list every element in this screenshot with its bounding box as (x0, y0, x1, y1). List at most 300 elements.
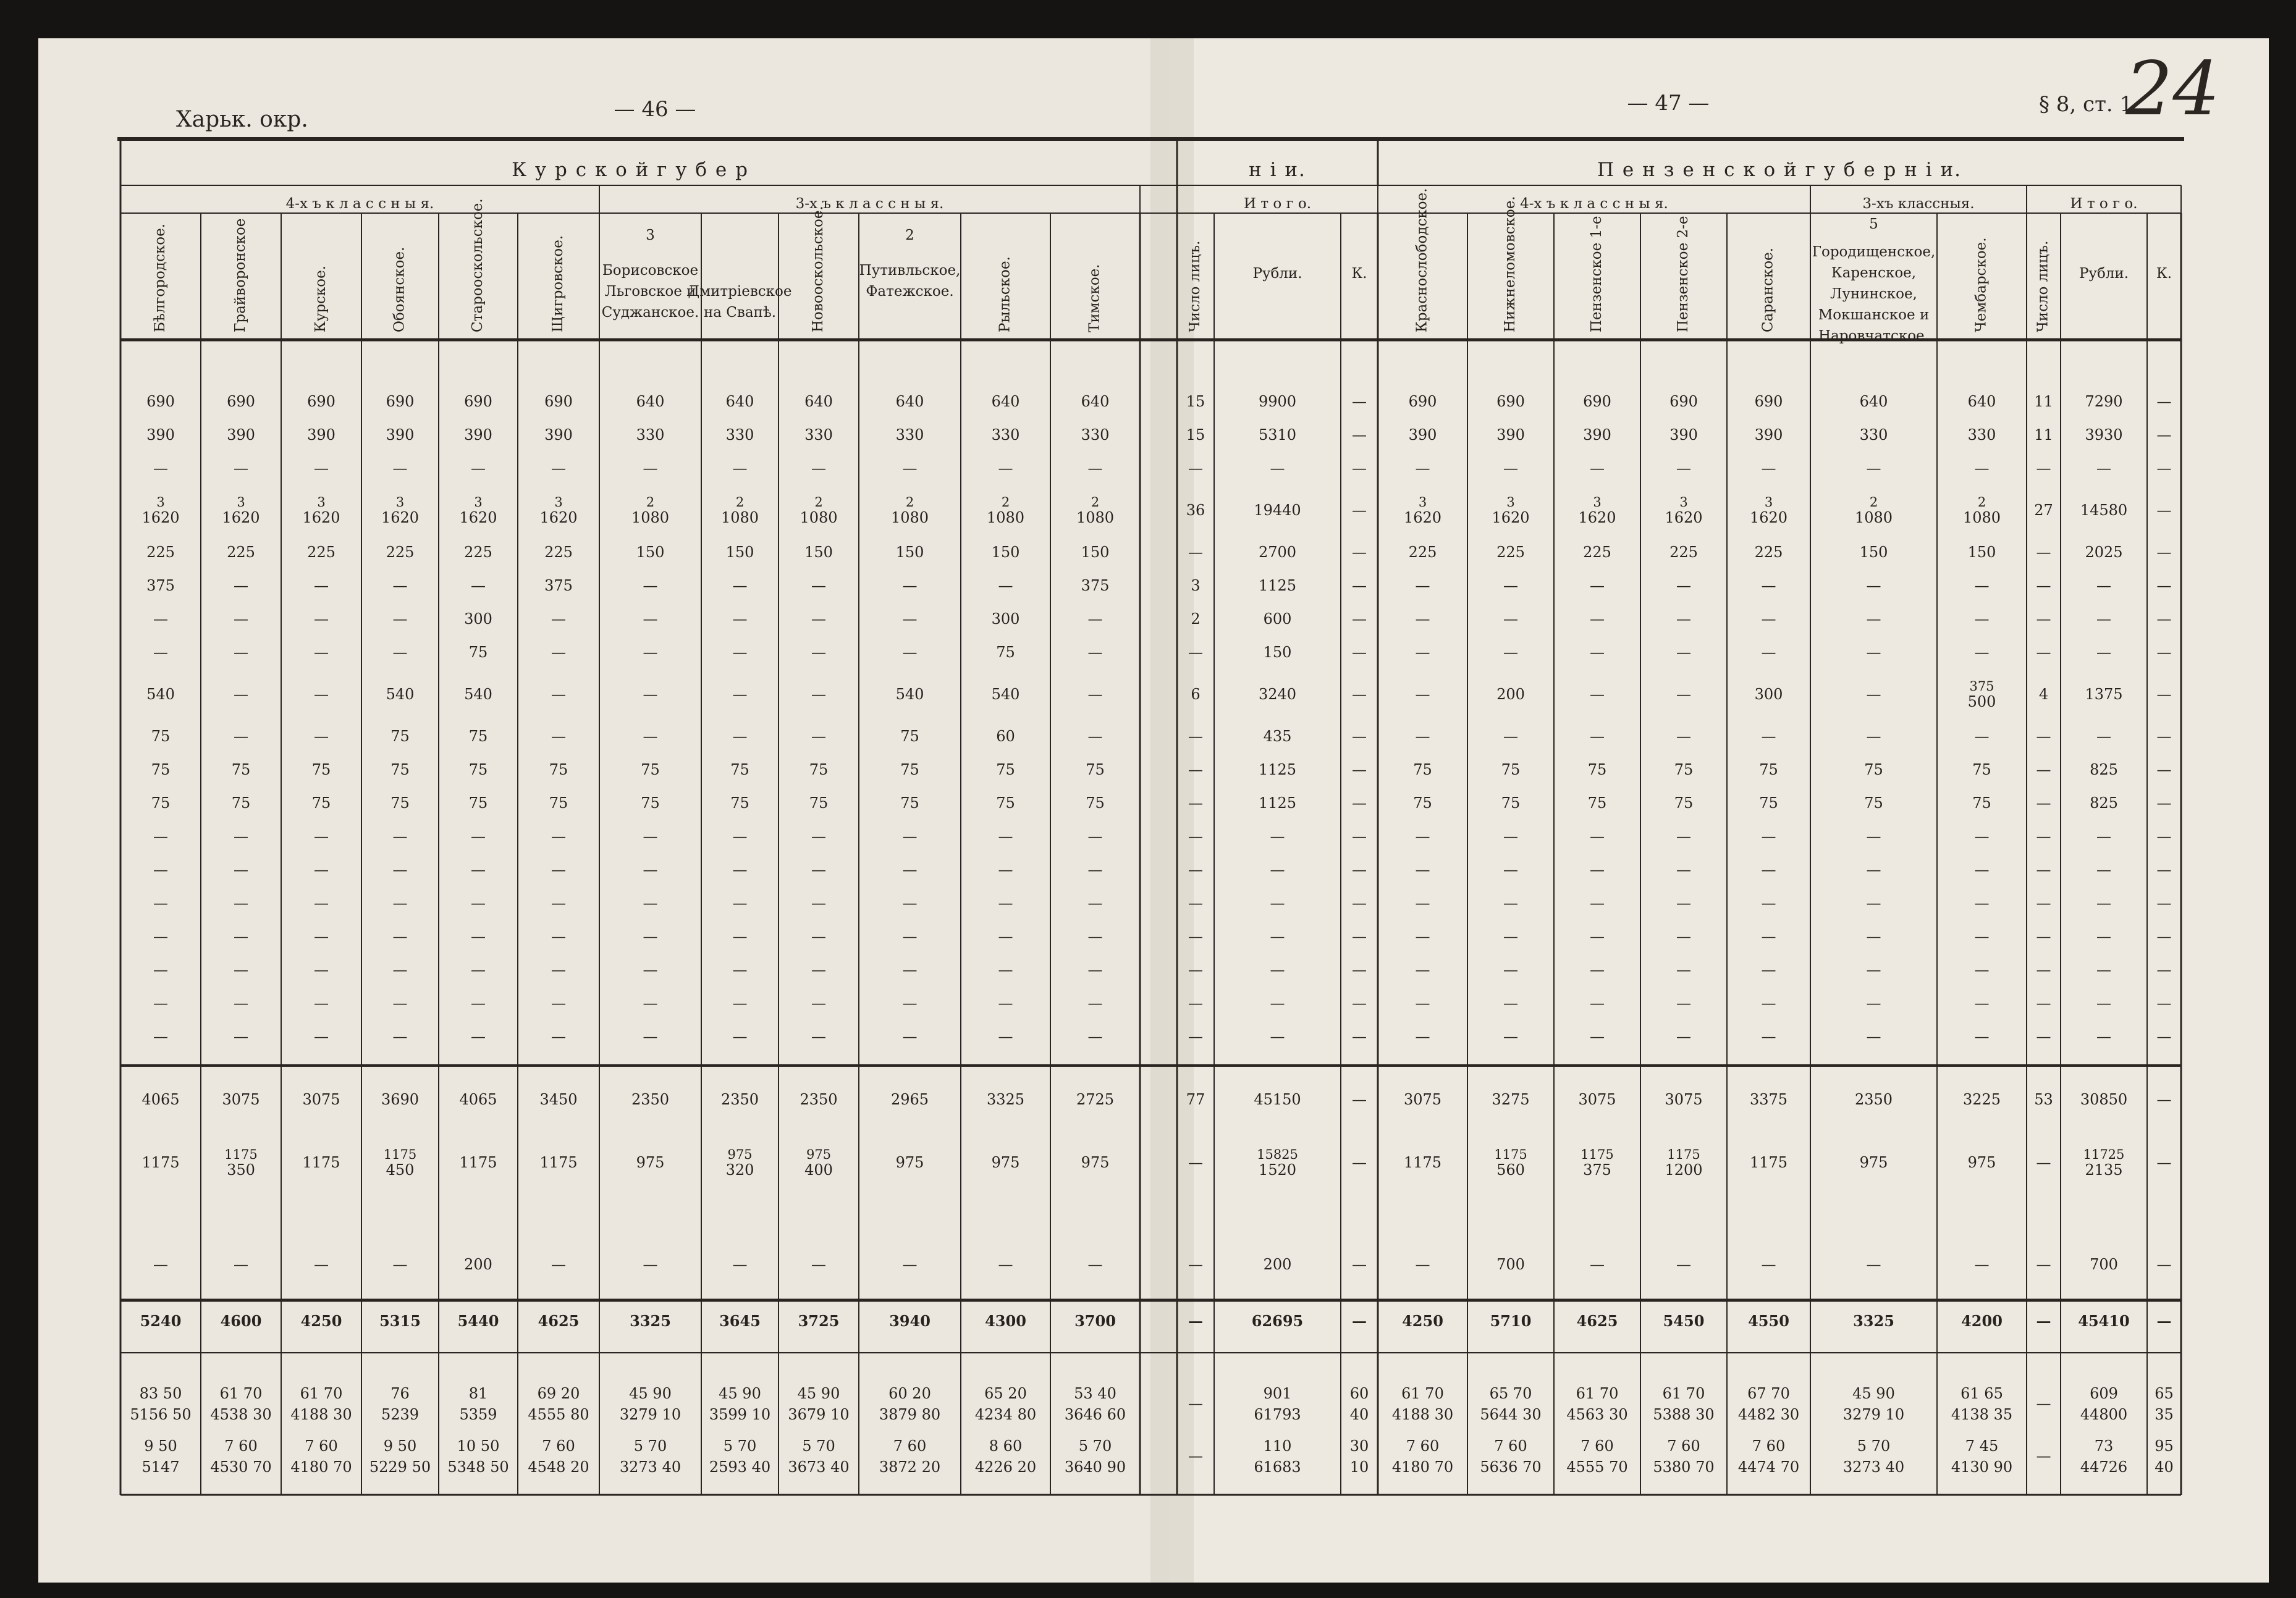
kursk-cell: 3673 40 (788, 1458, 850, 1476)
kursk-cell: — (902, 610, 918, 628)
kursk-cell: 9 50 (144, 1437, 177, 1455)
dash-cell: — (1974, 894, 1990, 912)
kursk-cell: 1080 (986, 509, 1025, 526)
dash-cell: — (2096, 1028, 2111, 1045)
penza-total-cell: 1375 (2085, 686, 2123, 703)
penza-cell: 330 (1859, 426, 1888, 444)
penza-column-header-label: Пензенское 1-е (1589, 216, 1605, 332)
penza-column-header-label: Пензенское 2-е (1675, 216, 1691, 332)
kursk-cell: 3700 (1074, 1312, 1116, 1330)
penza-total-cell: — (2156, 761, 2172, 778)
penza-total-cell: 35 (2155, 1406, 2174, 1423)
kursk-total-cell: 435 (1263, 728, 1292, 745)
kursk-cell: 690 (146, 393, 175, 410)
kursk-cell: 3 (317, 495, 326, 510)
dash-cell: — (1974, 828, 1990, 845)
kursk-cell: 61 70 (219, 1385, 263, 1402)
kursk-cell: 75 (900, 728, 919, 745)
kursk-cell: 330 (804, 426, 833, 444)
kursk-total-cell: 9900 (1258, 393, 1297, 410)
kursk-total-cell: 30 (1349, 1437, 1369, 1455)
dash-cell: — (314, 961, 329, 978)
kursk-cell: 75 (390, 794, 410, 812)
penza-column-header (1589, 216, 1605, 332)
dash-cell: — (2156, 828, 2172, 845)
handwritten-folio-number: 24 (2125, 46, 2220, 132)
kursk-cell: — (153, 610, 168, 628)
penza-cell: 5644 30 (1480, 1406, 1542, 1423)
kursk-total-cell: — (1188, 1256, 1203, 1273)
dash-cell: — (551, 894, 566, 912)
dash-cell: — (2036, 961, 2051, 978)
dash-cell: — (732, 1028, 748, 1045)
kursk-cell: — (234, 644, 248, 661)
kursk-cell: 2 (814, 495, 823, 510)
penza-cell: — (1866, 1256, 1881, 1273)
penza-cell: 67 70 (1747, 1385, 1790, 1402)
penza-governorate-header: П е н з е н с к о й г у б е р н і и. (1597, 159, 1962, 181)
penza-cell: — (1974, 644, 1990, 661)
kursk-cell: 1175 (539, 1154, 578, 1171)
kursk-cell: 75 (730, 794, 749, 812)
kursk-cell: 75 (996, 794, 1015, 812)
dash-cell: — (1270, 928, 1285, 945)
dash-cell: — (643, 894, 658, 912)
kursk-total-cell: 1125 (1258, 794, 1297, 812)
kursk-cell: — (153, 460, 168, 477)
penza-cell: — (1503, 460, 1518, 477)
dash-cell: — (1503, 828, 1518, 845)
penza-total-cell: 40 (2155, 1458, 2174, 1476)
penza-cell: 5380 70 (1653, 1458, 1715, 1476)
penza-cell: 3 (1506, 495, 1515, 510)
dash-cell: — (1188, 894, 1203, 912)
penza-cell: 690 (1583, 393, 1611, 410)
kursk-cell: — (234, 728, 248, 745)
penza-total-cell: — (2156, 544, 2172, 561)
penza-total-cell: 825 (2090, 794, 2118, 812)
penza-cell: 75 (1674, 794, 1694, 812)
penza-cell: 1175 (1403, 1154, 1442, 1171)
penza-total-cell: 65 (2155, 1385, 2174, 1402)
penza-total-cell: 825 (2090, 761, 2118, 778)
kursk-total-cell: — (1188, 1447, 1203, 1465)
penza-cell: 390 (1754, 426, 1783, 444)
penza-cell: 150 (1859, 544, 1888, 561)
penza-cell: — (1590, 577, 1605, 594)
dash-cell: — (1352, 1028, 1367, 1045)
penza-total-cell: 2135 (2085, 1161, 2123, 1179)
kursk-cell: 65 20 (984, 1385, 1027, 1402)
kursk-total-cell: 3240 (1258, 686, 1297, 703)
dash-cell: — (1087, 928, 1103, 945)
kursk-cell: 640 (636, 393, 665, 410)
dash-cell: — (1974, 928, 1990, 945)
kursk-cell: — (902, 460, 918, 477)
penza-total-cell: 44726 (2080, 1458, 2128, 1476)
dash-cell: — (1974, 861, 1990, 878)
kursk-cell: — (314, 460, 329, 477)
kursk-total-cell: — (1188, 644, 1203, 661)
kursk-cell: 540 (991, 686, 1020, 703)
dash-cell: — (2036, 995, 2051, 1012)
dash-cell: — (153, 1028, 168, 1045)
kursk-cell: 2725 (1076, 1091, 1115, 1108)
dash-cell: — (1676, 828, 1691, 845)
dash-cell: — (2096, 995, 2111, 1012)
kursk-cell: 3725 (798, 1312, 840, 1330)
dash-cell: — (811, 928, 826, 945)
penza-cell: — (1415, 686, 1430, 703)
kursk-cell: 330 (991, 426, 1020, 444)
dash-cell: — (1974, 995, 1990, 1012)
penza-cell: 225 (1583, 544, 1611, 561)
kursk-cell: 75 (549, 761, 568, 778)
dash-cell: — (643, 828, 658, 845)
penza-cell: 75 (1587, 761, 1607, 778)
dash-cell: — (1866, 961, 1881, 978)
penza-cell: 3075 (1403, 1091, 1442, 1108)
penza-total-cell: — (2156, 1312, 2172, 1330)
penza-total-cell: — (2096, 577, 2111, 594)
kursk-cell: 4226 20 (974, 1458, 1037, 1476)
penza-column-header-line: Наровчатское. (1818, 328, 1929, 344)
penza-total-cell: — (2036, 610, 2051, 628)
kursk-total-cell: — (1352, 610, 1367, 628)
kursk-cell: 4538 30 (210, 1406, 272, 1423)
penza-cell: 390 (1583, 426, 1611, 444)
kursk-cell: 76 (390, 1385, 410, 1402)
dash-cell: — (1590, 828, 1605, 845)
kursk-cell: 5 70 (723, 1437, 757, 1455)
kursk-cell: 75 (549, 794, 568, 812)
kursk-total-cell: — (1352, 761, 1367, 778)
penza-3-class-header: 3-хъ классныя. (1862, 196, 1975, 212)
dash-cell: — (1866, 1028, 1881, 1045)
dash-cell: — (1415, 995, 1430, 1012)
kursk-cell: 75 (900, 761, 919, 778)
right-page-number: — 47 — (1627, 91, 1710, 116)
penza-cell: 150 (1967, 544, 1996, 561)
kursk-cell: 225 (307, 544, 336, 561)
penza-cell: 61 65 (1960, 1385, 2003, 1402)
kursk-cell: 975 (806, 1147, 832, 1162)
kursk-total-cell: — (1188, 1395, 1203, 1412)
kursk-total-cell: 36 (1186, 502, 1205, 519)
dash-cell: — (732, 928, 748, 945)
penza-total-cell: 27 (2034, 502, 2053, 519)
kursk-cell: 690 (227, 393, 255, 410)
dash-cell: — (1503, 894, 1518, 912)
dash-cell: — (998, 828, 1013, 845)
dash-cell: — (551, 1028, 566, 1045)
dash-cell: — (392, 1028, 408, 1045)
penza-cell: 1200 (1665, 1161, 1703, 1179)
penza-column-header-label: Краснослободское. (1414, 188, 1430, 332)
penza-cell: 75 (1972, 794, 1991, 812)
kursk-total-column-header: Рубли. (1252, 266, 1302, 282)
kursk-cell: 10 50 (457, 1437, 500, 1455)
kursk-cell: 7 60 (893, 1437, 927, 1455)
dash-cell: — (2156, 928, 2172, 945)
penza-total-cell: — (2156, 794, 2172, 812)
dash-cell: — (1761, 828, 1776, 845)
dash-cell: — (234, 1028, 248, 1045)
dash-cell: — (1188, 861, 1203, 878)
kursk-column-header-label: Новооскольское. (810, 206, 826, 332)
kursk-total-cell: 6 (1191, 686, 1201, 703)
dash-cell: — (2156, 894, 2172, 912)
kursk-total-cell: — (1188, 1154, 1203, 1171)
dash-cell: — (1503, 861, 1518, 878)
penza-column-header-label: Нижнеломовское. (1502, 196, 1518, 332)
penza-cell: 45 90 (1852, 1385, 1895, 1402)
dash-cell: — (1352, 894, 1367, 912)
kursk-cell: — (732, 728, 748, 745)
kursk-column-header-label: Старооскольское. (470, 198, 486, 332)
penza-total-cell: — (2096, 728, 2111, 745)
dash-cell: — (2036, 828, 2051, 845)
penza-cell: 4474 70 (1737, 1458, 1800, 1476)
penza-cell: — (1761, 728, 1776, 745)
penza-cell: 375 (1969, 679, 1994, 694)
kursk-cell: 5156 50 (130, 1406, 192, 1423)
kursk-cell: 640 (1081, 393, 1110, 410)
kursk-cell: — (314, 610, 329, 628)
kursk-cell: 75 (1086, 761, 1105, 778)
kursk-cell: 75 (809, 794, 829, 812)
penza-cell: 4188 30 (1391, 1406, 1454, 1423)
penza-cell: 4563 30 (1566, 1406, 1628, 1423)
kursk-total-cell: 19440 (1254, 502, 1301, 519)
penza-cell: 500 (1967, 693, 1996, 710)
kursk-cell: 975 (727, 1147, 753, 1162)
dash-cell: — (153, 828, 168, 845)
penza-cell: 3279 10 (1842, 1406, 1905, 1423)
kursk-total-cell: 10 (1349, 1458, 1369, 1476)
kursk-cell: 450 (386, 1161, 415, 1179)
kursk-total-cell: — (1352, 644, 1367, 661)
kursk-total-cell: 5310 (1258, 426, 1297, 444)
penza-total-cell: 11 (2034, 393, 2053, 410)
dash-cell: — (1087, 1028, 1103, 1045)
penza-total-cell: — (2036, 1447, 2051, 1465)
kursk-cell: 69 20 (537, 1385, 580, 1402)
kursk-column-header (810, 206, 826, 332)
kursk-cell: — (234, 686, 248, 703)
kursk-cell: 75 (468, 728, 488, 745)
dash-cell: — (1087, 894, 1103, 912)
kursk-cell: — (551, 1256, 566, 1273)
kursk-cell: 45 90 (797, 1385, 840, 1402)
kursk-cell: 640 (804, 393, 833, 410)
dash-cell: — (811, 961, 826, 978)
penza-cell: 975 (1859, 1154, 1888, 1171)
kursk-cell: — (551, 460, 566, 477)
dash-cell: — (2096, 961, 2111, 978)
penza-cell: 225 (1408, 544, 1437, 561)
kursk-cell: 7 60 (542, 1437, 575, 1455)
kursk-cell: 975 (895, 1154, 924, 1171)
kursk-cell: — (998, 460, 1013, 477)
penza-cell: 7 60 (1581, 1437, 1614, 1455)
penza-total-cell: 11725 (2083, 1147, 2125, 1162)
kursk-cell: 75 (231, 794, 251, 812)
dash-cell: — (1188, 961, 1203, 978)
dash-cell: — (314, 995, 329, 1012)
dash-cell: — (551, 995, 566, 1012)
kursk-cell: 150 (804, 544, 833, 561)
dash-cell: — (1270, 894, 1285, 912)
dash-cell: — (153, 861, 168, 878)
kursk-cell: 4548 20 (528, 1458, 589, 1476)
penza-total-cell: 73 (2094, 1437, 2114, 1455)
penza-total-cell: — (2036, 644, 2051, 661)
penza-total-cell: — (2036, 728, 2051, 745)
kursk-column-header-line: Суджанское. (601, 305, 699, 321)
kursk-total-cell: 2700 (1258, 544, 1297, 561)
kursk-cell: 3690 (381, 1091, 420, 1108)
dash-cell: — (1676, 928, 1691, 945)
kursk-cell: 2350 (800, 1091, 838, 1108)
kursk-cell: — (471, 577, 486, 594)
penza-total-cell: — (2036, 1154, 2051, 1171)
penza-cell: — (1590, 644, 1605, 661)
penza-cell: 2 (1977, 495, 1986, 510)
dash-cell: — (1188, 995, 1203, 1012)
kursk-cell: — (1087, 1256, 1103, 1273)
kursk-cell: 5229 50 (369, 1458, 431, 1476)
dash-cell: — (551, 861, 566, 878)
kursk-total-cell: 1125 (1258, 761, 1297, 778)
dash-cell: — (234, 928, 248, 945)
kursk-column-header-line: Дмитріевское (688, 284, 792, 300)
penza-total-cell: 53 (2034, 1091, 2053, 1108)
kursk-cell: 3940 (889, 1312, 931, 1330)
penza-cell: 330 (1967, 426, 1996, 444)
penza-column-header-label: Саранское. (1760, 247, 1776, 332)
kursk-cell: 4180 70 (290, 1458, 352, 1476)
penza-total-cell: — (2036, 1256, 2051, 1273)
kursk-cell: 2 (1001, 495, 1010, 510)
kursk-total-cell: 150 (1263, 644, 1292, 661)
dash-cell: — (1503, 961, 1518, 978)
kursk-cell: — (153, 644, 168, 661)
penza-cell: 1620 (1665, 509, 1703, 526)
kursk-column-header (152, 224, 168, 332)
kursk-cell: — (902, 577, 918, 594)
penza-cell: 390 (1496, 426, 1525, 444)
dash-cell: — (234, 995, 248, 1012)
kursk-cell: 390 (307, 426, 336, 444)
kursk-total-cell: — (1352, 1091, 1367, 1108)
dash-cell: — (1270, 828, 1285, 845)
penza-total-cell: — (2036, 761, 2051, 778)
kursk-total-cell: — (1352, 577, 1367, 594)
dash-cell: — (1974, 961, 1990, 978)
penza-cell: 1175 (1581, 1147, 1614, 1162)
penza-cell: 75 (1864, 761, 1883, 778)
dash-cell: — (1590, 928, 1605, 945)
penza-cell: 690 (1754, 393, 1783, 410)
kursk-cell: 1620 (539, 509, 578, 526)
penza-cell: — (1415, 460, 1430, 477)
kursk-total-column-header: К. (1351, 266, 1367, 282)
kursk-cell: 390 (386, 426, 415, 444)
kursk-total-cell: 15 (1186, 426, 1205, 444)
kursk-cell: — (234, 610, 248, 628)
kursk-cell: — (902, 644, 918, 661)
kursk-cell: 4600 (220, 1312, 262, 1330)
kursk-total-cell: — (1352, 460, 1367, 477)
kursk-cell: 3273 40 (619, 1458, 682, 1476)
dash-cell: — (1590, 894, 1605, 912)
kursk-cell: 375 (544, 577, 573, 594)
kursk-cell: 9 50 (383, 1437, 417, 1455)
penza-cell: 75 (1413, 761, 1432, 778)
kursk-cell: 83 50 (139, 1385, 182, 1402)
kursk-cell: 53 40 (1074, 1385, 1116, 1402)
kursk-4-class-header: 4-х ъ к л а с с н ы я. (285, 196, 434, 212)
penza-cell: — (1866, 610, 1881, 628)
penza-column-header-line: Лунинское, (1830, 286, 1917, 302)
kursk-cell: 3325 (630, 1312, 671, 1330)
dash-cell: — (732, 861, 748, 878)
dash-cell: — (1866, 894, 1881, 912)
kursk-cell: 320 (725, 1161, 754, 1179)
penza-cell: — (1974, 460, 1990, 477)
kursk-cell: 640 (895, 393, 924, 410)
penza-cell: — (1503, 728, 1518, 745)
penza-cell: 1175 (1494, 1147, 1527, 1162)
penza-total-cell: 2025 (2085, 544, 2123, 561)
penza-column-header (1973, 237, 1990, 332)
penza-total-column-header (2035, 241, 2051, 332)
kursk-cell: 81 (468, 1385, 488, 1402)
kursk-total-header: И т о г о. (1243, 196, 1312, 212)
penza-total-cell: — (2156, 460, 2172, 477)
penza-total-cell: — (2156, 502, 2172, 519)
kursk-cell: 5359 (459, 1406, 497, 1423)
kursk-cell: — (1087, 686, 1103, 703)
dash-cell: — (2156, 1028, 2172, 1045)
kursk-cell: 390 (227, 426, 255, 444)
dash-cell: — (1352, 928, 1367, 945)
dash-cell: — (153, 894, 168, 912)
kursk-column-header-label: Обоянское. (391, 246, 408, 332)
kursk-cell: 640 (725, 393, 754, 410)
dash-cell: — (153, 995, 168, 1012)
kursk-cell: 1175 (141, 1154, 180, 1171)
kursk-total-cell: — (1188, 1312, 1203, 1330)
kursk-cell: 225 (386, 544, 415, 561)
dash-cell: — (902, 861, 918, 878)
dash-cell: — (1761, 1028, 1776, 1045)
penza-cell: — (1503, 644, 1518, 661)
dash-cell: — (1866, 828, 1881, 845)
kursk-cell: 5315 (379, 1312, 421, 1330)
kursk-cell: 2 (1091, 495, 1100, 510)
penza-total-cell: 30850 (2080, 1091, 2128, 1108)
kursk-total-cell: 901 (1263, 1385, 1292, 1402)
kursk-cell: — (643, 1256, 658, 1273)
dash-cell: — (1761, 995, 1776, 1012)
kursk-cell: 75 (231, 761, 251, 778)
kursk-cell: — (811, 686, 826, 703)
kursk-cell: 5240 (140, 1312, 182, 1330)
kursk-cell: 75 (468, 644, 488, 661)
kursk-cell: — (643, 728, 658, 745)
